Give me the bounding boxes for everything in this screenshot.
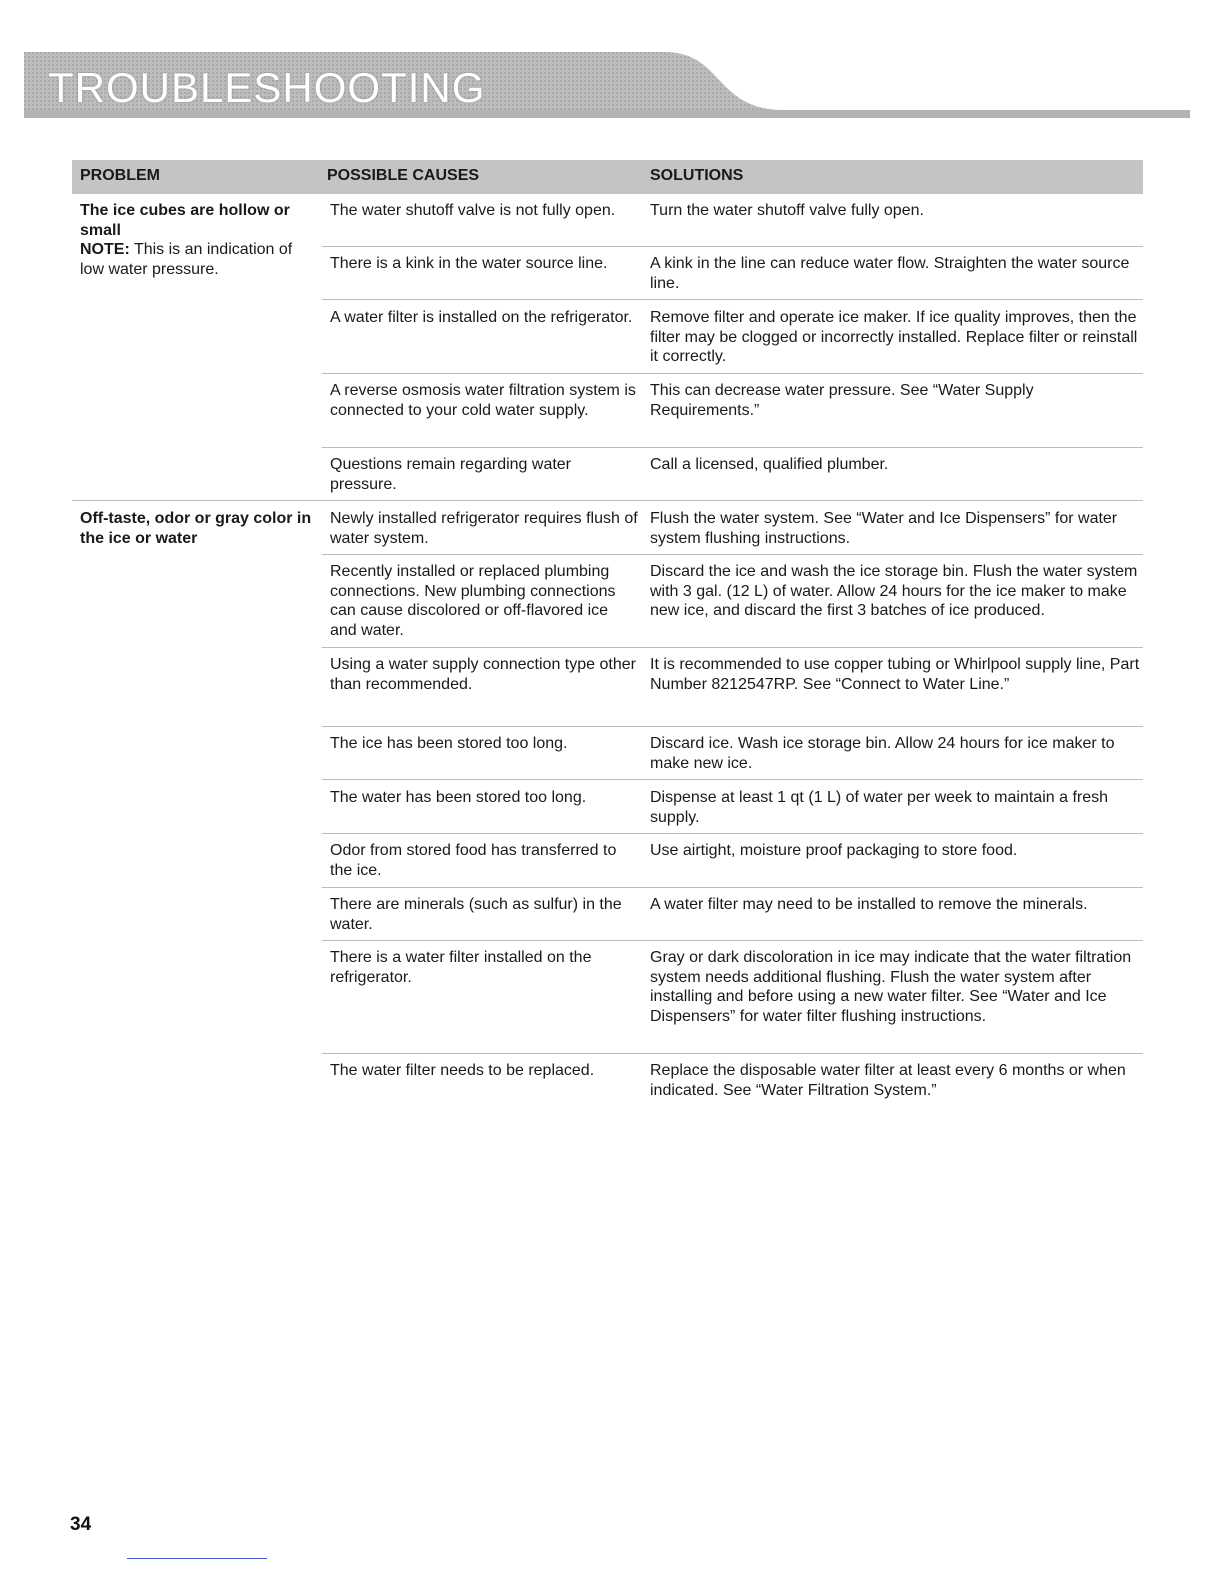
problem-title: The ice cubes are hollow or small (80, 202, 290, 239)
row-divider (322, 554, 1143, 555)
page-number: 34 (70, 1514, 92, 1535)
column-header-causes: POSSIBLE CAUSES (327, 167, 480, 184)
cause-text: A water filter is installed on the refrigerator. (330, 309, 633, 326)
solution-text: Dispense at least 1 qt (1 L) of water per week to maintain a fresh supply. (650, 789, 1109, 826)
problem-cell (80, 201, 316, 279)
row-divider (322, 833, 1143, 834)
cause-text: The water has been stored too long. (330, 789, 587, 806)
solution-text: Discard ice. Wash ice storage bin. Allow 24 hours for ice maker to make new ice. (650, 735, 1115, 772)
solution-text: Discard the ice and wash the ice storage bin. Flush the water system with 3 gal. (12 L) of water. Allow 24 hours for the ice maker to make new ice, and discard the first 3 batches of ice produced. (650, 563, 1138, 620)
problem-title: Off-taste, odor or gray color in the ice or water (80, 510, 312, 547)
cause-text: Newly installed refrigerator requires flush of water system. (330, 510, 638, 547)
cause-text: There is a kink in the water source line. (330, 255, 608, 272)
cause-text: Questions remain regarding water pressure. (330, 456, 572, 493)
cause-text: There are minerals (such as sulfur) in the water. (330, 896, 622, 933)
row-divider (322, 299, 1143, 300)
row-divider (322, 447, 1143, 448)
row-divider (322, 647, 1143, 648)
cause-text: There is a water filter installed on the refrigerator. (330, 949, 592, 986)
solution-text: This can decrease water pressure. See “Water Supply Requirements.” (650, 382, 1034, 419)
row-divider (322, 940, 1143, 941)
note-text: This is an indication of low water pressure. (80, 241, 293, 278)
column-header-problem: PROBLEM (80, 167, 160, 184)
solution-text: It is recommended to use copper tubing or Whirlpool supply line, Part Number 8212547RP. See “Connect to Water Line.” (650, 656, 1140, 693)
solution-text: Call a licensed, qualified plumber. (650, 456, 889, 473)
row-divider (322, 726, 1143, 727)
row-divider (322, 887, 1143, 888)
group-divider (72, 500, 1143, 501)
footer-rule (127, 1558, 267, 1559)
solution-text: Flush the water system. See “Water and Ice Dispensers” for water system flushing instructions. (650, 510, 1118, 547)
cause-text: A reverse osmosis water filtration system is connected to your cold water supply. (330, 382, 636, 419)
row-divider (322, 1053, 1143, 1054)
problem-cell (80, 509, 316, 548)
solution-text: Gray or dark discoloration in ice may indicate that the water filtration system needs additional flushing. Flush the water system after installing and before using a new water filter. See “Water and Ice Dispensers” for water filter flushing instructions. (650, 949, 1132, 1025)
row-divider (322, 779, 1143, 780)
solution-text: Replace the disposable water filter at least every 6 months or when indicated. See “Water Filtration System.” (650, 1062, 1126, 1099)
solution-text: Use airtight, moisture proof packaging to store food. (650, 842, 1018, 859)
note-label: NOTE: (80, 241, 130, 259)
row-divider (322, 373, 1143, 374)
row-divider (322, 246, 1143, 247)
cause-text: Recently installed or replaced plumbing connections. New plumbing connections can cause discolored or off-flavored ice and water. (330, 563, 616, 639)
column-header-solutions: SOLUTIONS (650, 167, 744, 184)
section-banner (24, 52, 1190, 118)
solution-text: A kink in the line can reduce water flow. Straighten the water source line. (650, 255, 1130, 292)
solution-text: Turn the water shutoff valve fully open. (650, 202, 924, 219)
table-header (72, 160, 1143, 194)
solution-text: A water filter may need to be installed to remove the minerals. (650, 896, 1088, 913)
cause-text: The water shutoff valve is not fully open. (330, 202, 616, 219)
cause-text: The water filter needs to be replaced. (330, 1062, 595, 1079)
solution-text: Remove filter and operate ice maker. If ice quality improves, then the filter may be clogged or incorrectly installed. Replace filter or reinstall it correctly. (650, 309, 1138, 366)
cause-text: Odor from stored food has transferred to the ice. (330, 842, 617, 879)
cause-text: Using a water supply connection type other than recommended. (330, 656, 636, 693)
cause-text: The ice has been stored too long. (330, 735, 568, 752)
page-title: TROUBLESHOOTING (48, 64, 486, 111)
